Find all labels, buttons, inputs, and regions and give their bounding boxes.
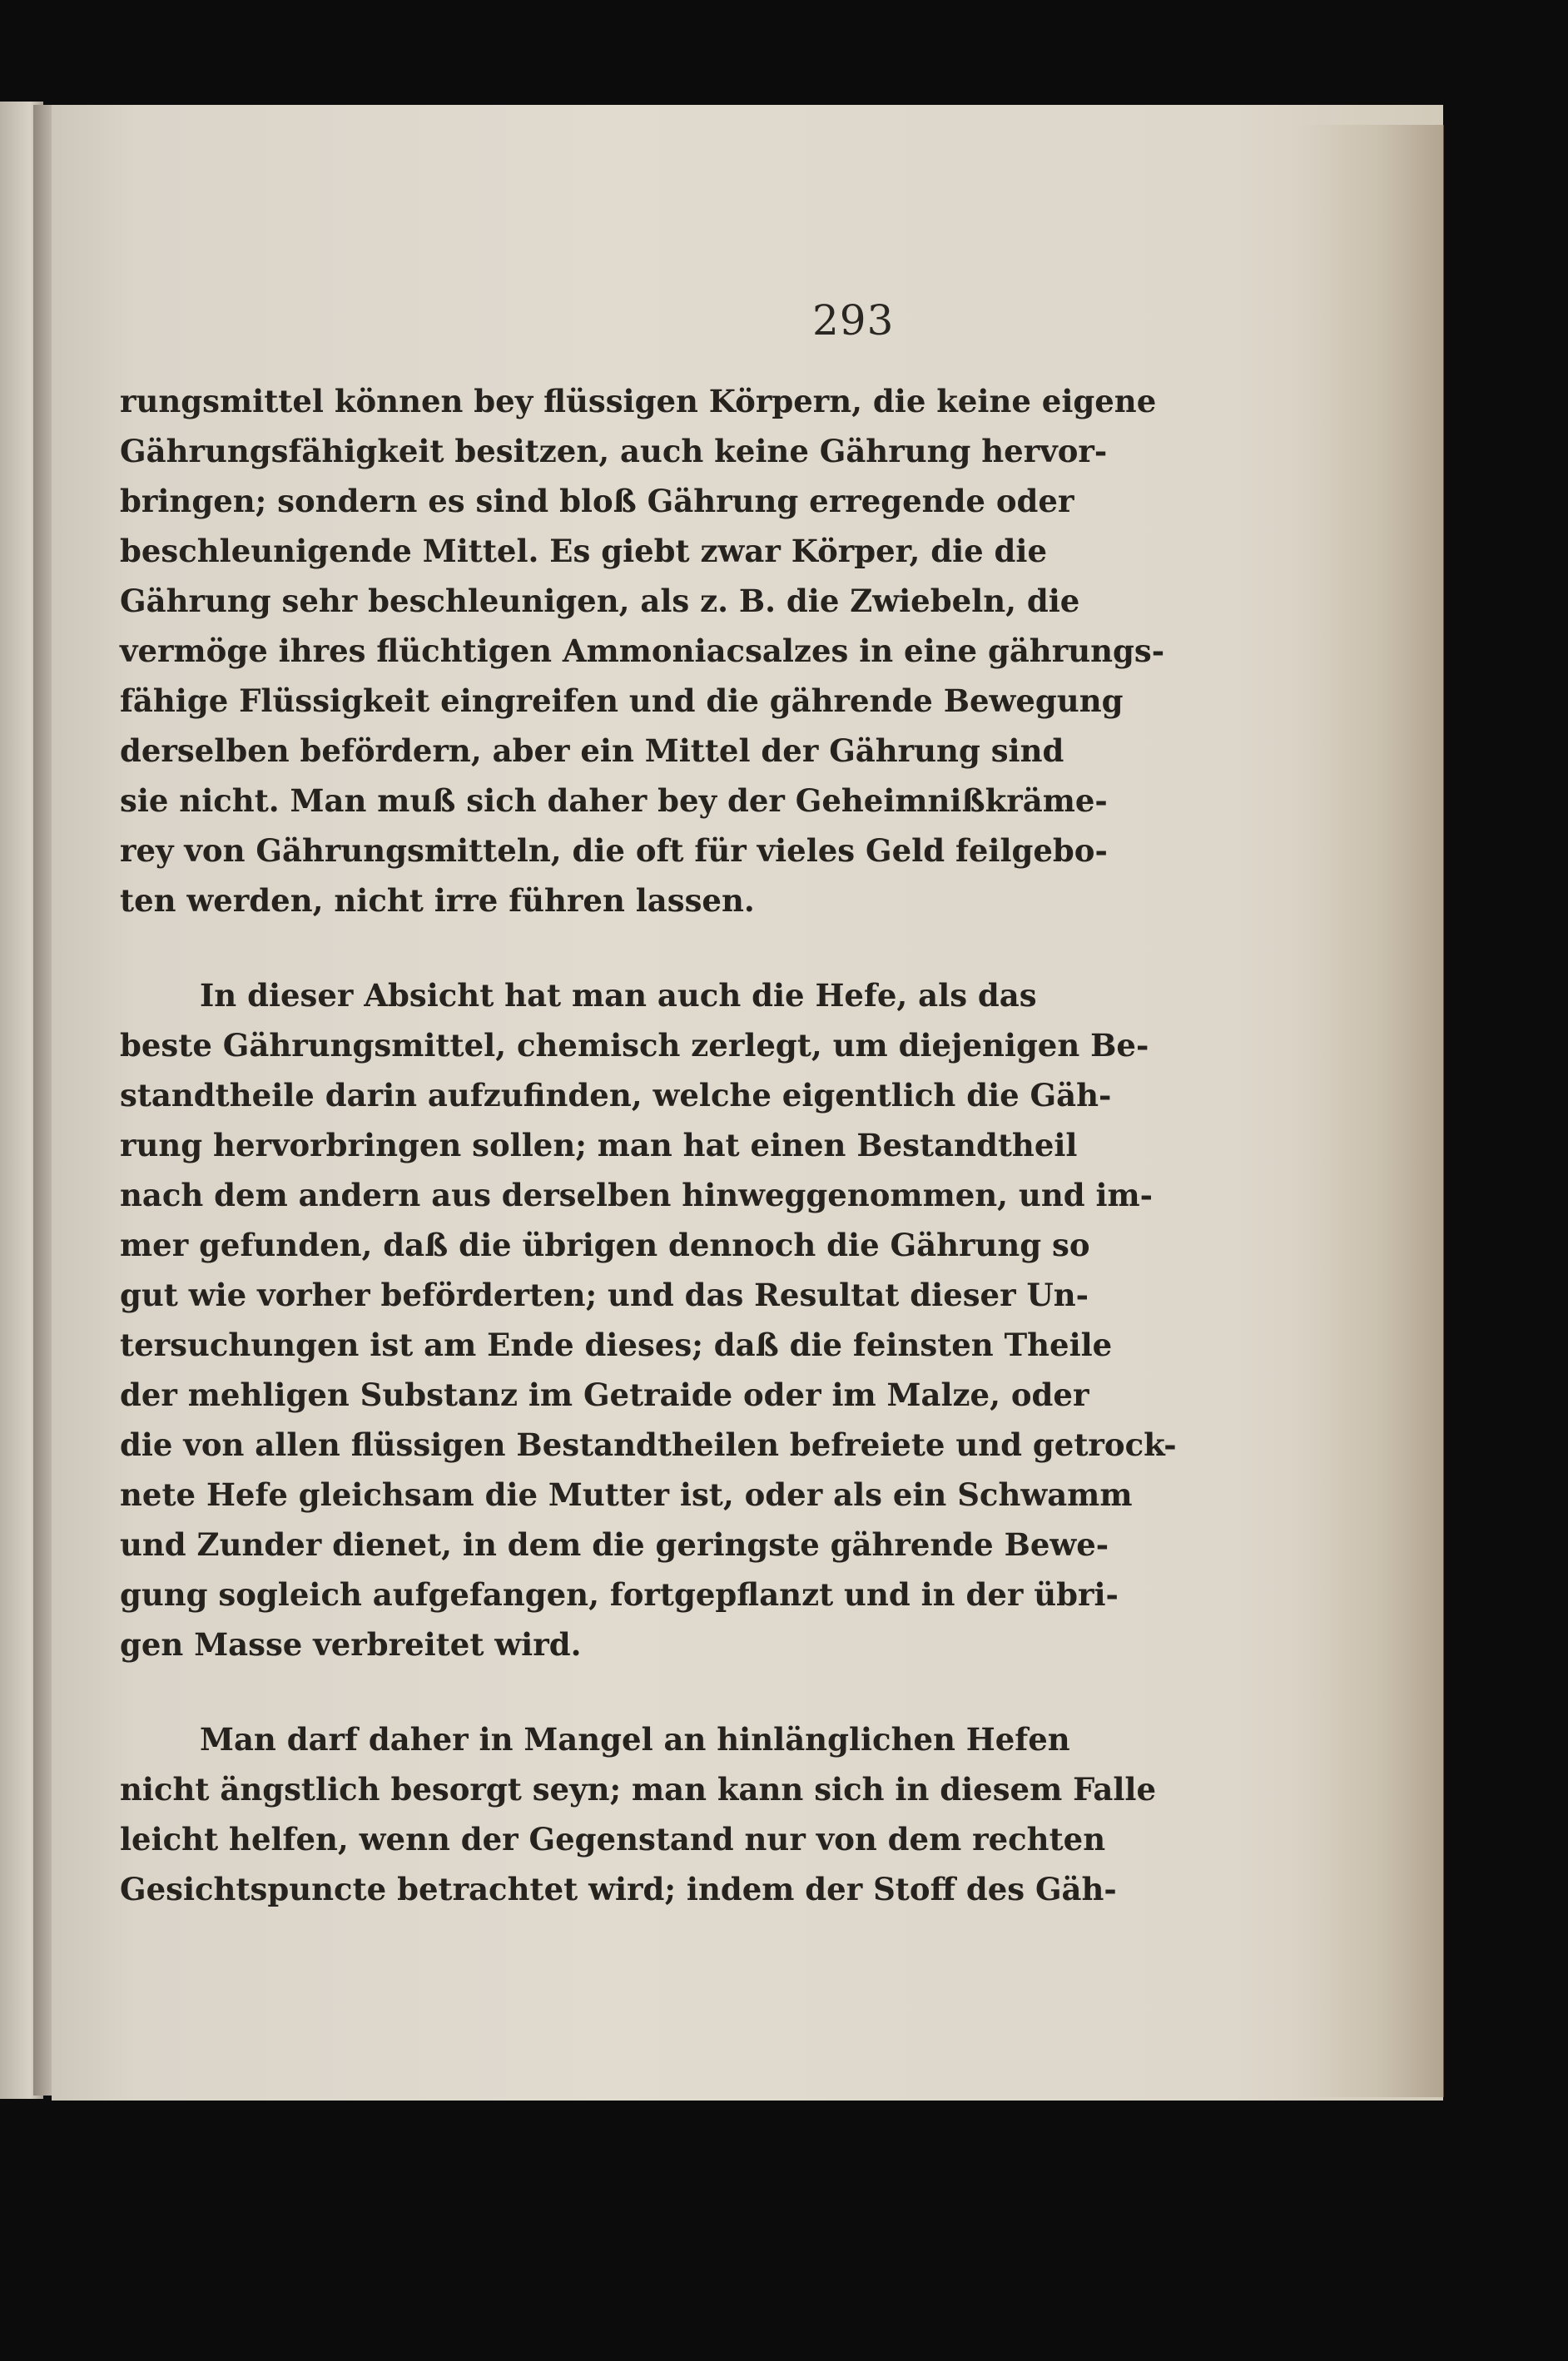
- text-line: sie nicht. Man muß sich daher bey der Geheimnißkräme-: [120, 782, 1108, 819]
- text-line: der mehligen Substanz im Getraide oder im Malze, oder: [120, 1376, 1089, 1413]
- page-text: [120, 376, 1177, 1914]
- text-line: beschleunigende Mittel. Es giebt zwar Körper, die die: [120, 533, 1048, 569]
- text-line: mer gefunden, daß die übrigen dennoch die Gährung so: [120, 1227, 1090, 1263]
- text-line: fähige Flüssigkeit eingreifen und die gährende Bewegung: [120, 682, 1124, 719]
- text-line: Man darf daher in Mangel an hinlänglichen Hefen: [200, 1721, 1070, 1758]
- page-edge-shading: [1298, 125, 1444, 2097]
- text-line: In dieser Absicht hat man auch die Hefe, als das: [200, 977, 1037, 1014]
- text-line: standtheile darin aufzufinden, welche eigentlich die Gäh-: [120, 1077, 1112, 1114]
- text-line: und Zunder dienet, in dem die geringste gährende Bewe-: [120, 1526, 1109, 1563]
- text-line: tersuchungen ist am Ende dieses; daß die feinsten Theile: [120, 1327, 1113, 1363]
- text-line: vermöge ihres flüchtigen Ammoniacsalzes in eine gährungs-: [120, 632, 1165, 669]
- page-number: 293: [812, 296, 895, 345]
- text-line: bringen; sondern es sind bloß Gährung erregende oder: [120, 483, 1074, 519]
- text-line: gung sogleich aufgefangen, fortgepflanzt und in der übri-: [120, 1576, 1119, 1613]
- text-line: die von allen flüssigen Bestandtheilen befreiete und getrock-: [120, 1426, 1177, 1463]
- text-line: rung hervorbringen sollen; man hat einen Bestandtheil: [120, 1127, 1078, 1163]
- text-line: gut wie vorher beförderten; und das Resultat dieser Un-: [120, 1277, 1089, 1313]
- text-line: nach dem andern aus derselben hinweggenommen, und im-: [120, 1177, 1154, 1213]
- text-line: leicht helfen, wenn der Gegenstand nur von dem rechten: [120, 1821, 1106, 1858]
- text-line: nete Hefe gleichsam die Mutter ist, oder als ein Schwamm: [120, 1476, 1133, 1513]
- text-line: Gährung sehr beschleunigen, als z. B. die Zwiebeln, die: [120, 583, 1080, 619]
- text-line: ten werden, nicht irre führen lassen.: [120, 882, 755, 919]
- text-line: rungsmittel können bey flüssigen Körpern, die keine eigene: [120, 383, 1157, 419]
- text-line: beste Gährungsmittel, chemisch zerlegt, um diejenigen Be-: [120, 1027, 1149, 1064]
- text-line: Gährungsfähigkeit besitzen, auch keine Gährung hervor-: [120, 433, 1108, 469]
- text-line: Gesichtspuncte betrachtet wird; indem der Stoff des Gäh-: [120, 1871, 1117, 1907]
- text-line: derselben befördern, aber ein Mittel der Gährung sind: [120, 732, 1064, 769]
- text-line: gen Masse verbreitet wird.: [120, 1626, 582, 1663]
- text-line: rey von Gährungsmitteln, die oft für vieles Geld feilgebo-: [120, 832, 1108, 869]
- text-line: nicht ängstlich besorgt seyn; man kann sich in diesem Falle: [120, 1771, 1156, 1808]
